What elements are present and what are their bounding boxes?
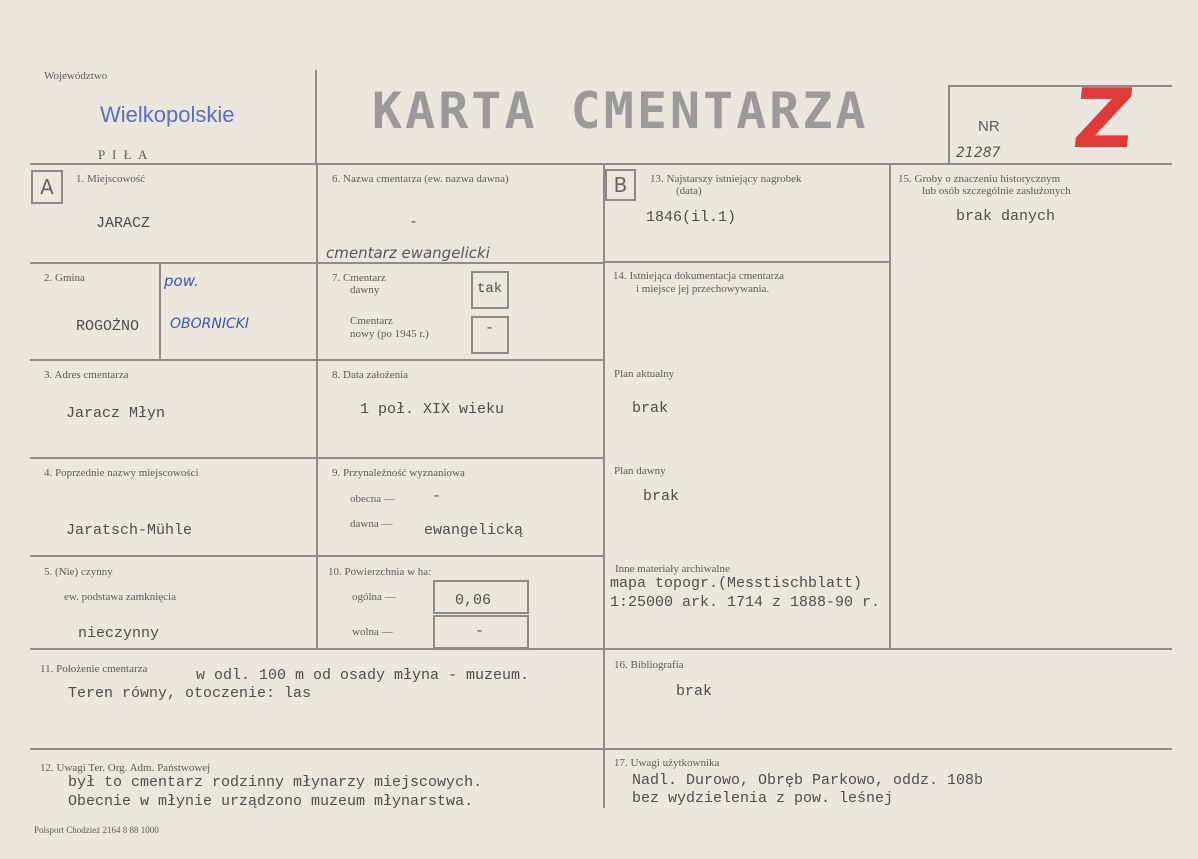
header-bottom-line: [30, 163, 1172, 165]
field-8-value: 1 poł. XIX wieku: [360, 401, 505, 418]
field-17-line-2: bez wydzielenia z pow. leśnej: [632, 790, 894, 807]
field-8-label: 8. Data założenia: [332, 369, 409, 381]
field-14-sublabel: i miejsce jej przechowywania.: [636, 283, 770, 295]
row-line-1: [30, 262, 316, 264]
field-5-value: nieczynny: [78, 625, 160, 642]
field-3-label: 3. Adres cmentarza: [44, 369, 129, 381]
field-7-dawny: dawny: [350, 284, 380, 296]
row-line-1c: [603, 261, 889, 263]
field-10-wolna-value: -: [475, 623, 485, 640]
field-2-pow-hand: pow.: [164, 272, 199, 290]
field-17-label: 17. Uwagi użytkownika: [614, 757, 720, 769]
field-7-nowy-value: -: [485, 320, 495, 337]
field-11-line-1: w odl. 100 m od osady młyna - muzeum.: [196, 667, 530, 684]
field-9-dawna-label: dawna —: [350, 518, 393, 530]
field-4-value: Jaratsch-Mühle: [66, 522, 193, 539]
row-line-3: [30, 457, 604, 459]
field-11-line-2: Teren równy, otoczenie: las: [68, 685, 312, 702]
nr-label: NR: [978, 118, 1000, 135]
field-9-dawna-value: ewangelicką: [424, 522, 524, 539]
field-12-line-2: Obecnie w młynie urządzono muzeum młynarstwa.: [68, 793, 474, 810]
field-2-label: 2. Gmina: [44, 272, 85, 284]
section-b-letter: B: [613, 173, 628, 197]
field-5-sublabel: ew. podstawa zamknięcia: [64, 591, 176, 603]
col-divider-2: [603, 163, 605, 808]
field-7-nowy-label: Cmentarz: [350, 315, 393, 327]
nr-red-mark: Z: [1069, 72, 1139, 167]
plan-aktualny-value: brak: [632, 400, 669, 417]
header-divider: [315, 70, 317, 165]
field-6-value: -: [409, 214, 419, 231]
field-15-value: brak danych: [956, 208, 1056, 225]
field-5-label: 5. (Nie) czynny: [44, 566, 113, 578]
nr-value: 21287: [956, 145, 1001, 161]
field-4-label: 4. Poprzednie nazwy miejscowości: [44, 467, 199, 479]
inne-materialy-line-2: 1:25000 ark. 1714 z 1888-90 r.: [610, 594, 881, 611]
inne-materialy-line-1: mapa topogr.(Messtischblatt): [610, 575, 863, 592]
field-9-obecna-label: obecna —: [350, 493, 395, 505]
section-a-letter: A: [40, 175, 54, 199]
wojewodztwo-label: Województwo: [44, 70, 108, 82]
field-17-line-1: Nadl. Durowo, Obręb Parkowo, oddz. 108b: [632, 772, 984, 789]
field-7-nowy-sub: nowy (po 1945 r.): [350, 328, 429, 340]
wojewodztwo-stamp: Wielkopolskie: [100, 102, 235, 127]
field-12-label: 12. Uwagi Ter. Org. Adm. Państwowej: [40, 762, 211, 774]
field-10-ogolna-value: 0,06: [455, 592, 492, 609]
field-15-sublabel: lub osób szczególnie zasłużonych: [922, 185, 1071, 197]
field-7-label: 7. Cmentarz: [332, 272, 386, 284]
col-divider-3: [889, 163, 891, 648]
field-16-label: 16. Bibliografia: [614, 659, 684, 671]
row-line-2: [30, 359, 604, 361]
row-line-6: [30, 748, 1172, 750]
printer-imprint: Polsport Chodzież 2164 8 88 1000: [34, 825, 159, 835]
row-line-5: [30, 648, 1172, 650]
field-7-dawny-box: [471, 271, 509, 309]
field-16-value: brak: [676, 683, 713, 700]
field-9-obecna-value: -: [432, 488, 442, 505]
field-6-label: 6. Nazwa cmentarza (ew. nazwa dawna): [332, 173, 509, 185]
col-divider-1: [316, 163, 318, 648]
field-7-nowy-box: [471, 316, 509, 354]
row-line-4: [30, 555, 604, 557]
section-a-box: [31, 170, 63, 204]
plan-dawny-value: brak: [643, 488, 680, 505]
section-b-box: [605, 169, 636, 201]
field-7-dawny-value: tak: [477, 281, 503, 297]
field-14-label: 14. Istniejąca dokumentacja cmentarza: [613, 270, 785, 282]
field-6-handwritten: cmentarz ewangelicki: [326, 244, 490, 262]
old-region-label: P I Ł A: [98, 147, 150, 162]
field-15-label: 15. Groby o znaczeniu historycznym: [898, 173, 1061, 185]
field-2-powiat: OBORNICKI: [170, 316, 250, 332]
inne-materialy-label: Inne materiały archiwalne: [615, 563, 730, 575]
field-3-value: Jaracz Młyn: [66, 405, 166, 422]
field-13-value: 1846(il.1): [646, 209, 737, 226]
gmina-divider: [159, 263, 161, 360]
card-title: KARTA CMENTARZA: [372, 82, 869, 140]
field-12-line-1: był to cmentarz rodzinny młynarzy miejscowych.: [68, 774, 483, 791]
row-line-1b: [316, 262, 604, 264]
field-10-label: 10. Powierzchnia w ha:: [328, 566, 432, 578]
field-13-sublabel: (data): [676, 185, 702, 197]
field-9-label: 9. Przynależność wyznaniowa: [332, 467, 465, 479]
field-11-label: 11. Położenie cmentarza: [40, 663, 148, 675]
field-10-wolna-box: [433, 615, 529, 649]
field-2-gmina: ROGOŻNO: [76, 318, 140, 335]
field-1-value: JARACZ: [96, 215, 151, 232]
field-10-ogolna-box: [433, 580, 529, 614]
field-1-label: 1. Miejscowość: [76, 173, 146, 185]
plan-aktualny-label: Plan aktualny: [614, 368, 675, 380]
field-10-ogolna-label: ogólna —: [352, 591, 396, 603]
plan-dawny-label: Plan dawny: [614, 465, 666, 477]
field-13-label: 13. Najstarszy istniejący nagrobek: [650, 173, 802, 185]
field-10-wolna-label: wolna —: [352, 626, 393, 638]
